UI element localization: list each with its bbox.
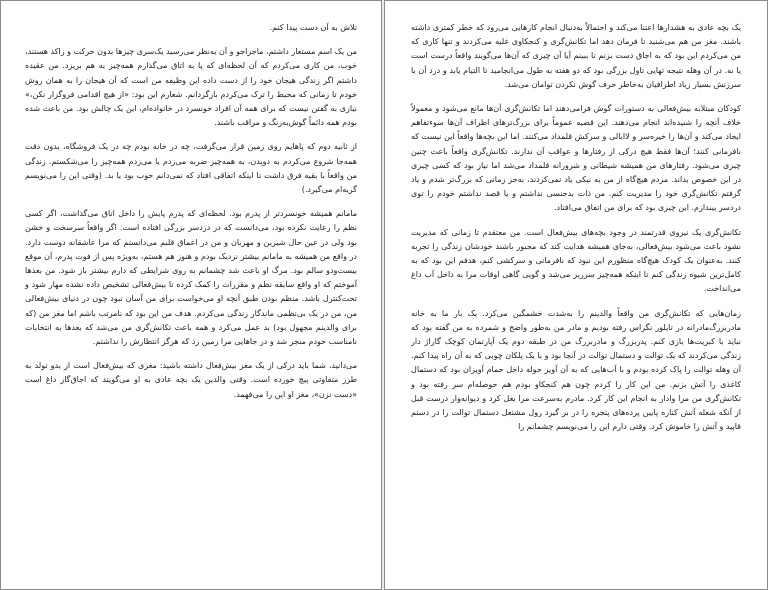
paragraph: از ثانیه دوم که پاهایم روی زمین قرار می‌گرفت، چه در خانه بودم چه در یک فروشگاه، بدون دقت همه‌جا شروع می‌کردم به دویدن، به همه‌چیز ضربه می‌زدم یا می‌زدم همه‌چیز را می‌شکستم. زندگی من واقعاً با بقیه فرق داشت تا اینکه اتفاقی افتاد که نمی‌دانم خوب بود یا بد. (وقتی این را می‌نویسم گریه‌ام می‌گیرد.) bbox=[25, 142, 357, 195]
paragraph: می‌دانید، شما باید درکی از یک مغز بیش‌فعال داشته باشید: مغزی که بیش‌فعال است از بدو تولد به طرز متفاوتی پیچ خورده است. وقتی والدین یک بچه عادی به او می‌گویند که اجاق‌گاز داغ است «دست نزن»، مغز او این را می‌فهمد. bbox=[25, 361, 357, 399]
paragraph: زمان‌هایی که تکانش‌گری من واقعاً والدینم را به‌شدت خشمگین می‌کرد. یک بار ما به خانه مادربزرگ‌مادرانه در تایلور نگزاس رفته بودیم و مادر من به‌طور واضح و شمرده به من گفته بود که نباید با کبریت‌ها بازی کنم. پدربزرگ و مادربزرگ من در طبقه دوم یک آپارتمان کوچک گاراژ دار زندگی می‌کردند که یک توالت و دستمال توالت در آنجا بود و با یک پلکان چوبی که به آن راه پیدا کنم. آن وهله توالت را پاک کرده بودم و با آب‌هایی که به آن آویز حوله داخل حمام آویزان بود که دستمال کاغذی را آتش بزنم. من این کار را کردم چون هم کنجکاو بودم هم حوصله‌ام سر رفته بود و تکانش‌گری من مرا وادار به انجام این کار کرد. مادرم به‌سرعت مرا بغل کرد و دیوانه‌وار درست قبل از آنکه شعله آتش کناره پایین پرده‌های پنجره را در بر گیرد رول مشتعل دستمال توالت را در دستم قاپید و آتش را خاموش کرد. وقتی دارم این را می‌نویسم چشمانم را bbox=[411, 308, 741, 432]
paragraph: کودکان مبتلابه بیش‌فعالی به دستورات گوش فرامی‌دهند اما تکانش‌گری آن‌ها مانع می‌شود و معمولاً خلاف آنچه را شنیده‌اند انجام می‌دهند. این قضیه عموماً برای بزرگ‌ترهای اطراف آن‌ها سوءتفاهم ایجاد می‌کند و آن‌ها را خیره‌سر و لاابالی و سرکش قلمداد می‌کنند. اما این بچه‌ها واقعاً این نیست که نافرمانی کنند؛ آن‌ها فقط هیچ درکی از رفتارها و عواقب آن ندارند. تکانش‌گری واقعاً باعث چنین چیزی می‌شود. رفتارهای من همیشه شیطانی و شرورانه قلمداد می‌شد اما نیاز بود که کسی چیزی در این خصوص بداند. مردم هیچ‌گاه از من به نیکی یاد نمی‌کردند، به‌جز زمانی که بزرگ‌تر شدم و یاد گرفتم تکانش‌گری خود را مدیریت کنم. من ذات بدجنسی نداشتم و یا قصد نداشتم خودم را توی دردسر بیندازم. این چیزی بود که برای من اتفاق می‌افتاد. bbox=[411, 104, 741, 213]
right-page bbox=[384, 0, 768, 590]
paragraph: تکانش‌گری یک نیروی قدرتمند در وجود بچه‌های بیش‌فعال است. من معتقدم تا زمانی که مدیریت نشود باعث می‌شود بیش‌فعالی، به‌جای همیشه هدایت کند که مجبور باشند خودشان زندگی را تجربه کنند. به‌عنوان یک کودک هیچ‌گاه منظورم این نبود که نافرمانی و سرکشی کنم، هدفم این بود که به کامل‌ترین شیوه زندگی کنم تا اینکه همه‌چیز سرریز می‌شد و گویی گاهی اوقات مرا به داخل آب داغ می‌انداخت. bbox=[411, 227, 741, 294]
paragraph: من یک اسم مستعار داشتم، ماجراجو و آن به‌نظر می‌رسید یک‌سری چیزها بدون حرکت و راکد هستند، خوب، من کاری می‌کردم که آن لحظه‌ای که پا به اتاق می‌گذارم همه‌چیز به هم بریزد. من عقیده داشتم اگر زندگی هیجان خود را از دست داده این وظیفه من است که آن هیجان را به همان روش خودم تا زمانی که محیط را ترک می‌کردم بازگردانم. شعارم این بود: «از هیچ اقدامی فروگزار نکن،» نیازی به گفتن نیست که برای همه آن افراد خونسرد در خانواده‌ام، این یک چالش بود. من باعث شده بودم همه دائماً گوش‌به‌زنگ و مراقب باشند. bbox=[24, 47, 357, 128]
paragraph: تلاش به آن دست پیدا کنم. bbox=[269, 23, 357, 32]
paragraph: مامانم همیشه خونسردتر از پدرم بود. لحظه‌ای که پدرم پایش را داخل اتاق می‌گذاشت، اگر کسی نظم را رعایت نکرده بود، می‌دانست که در دردسر بزرگی افتاده است. اگر واقعاً سرسخت و خشن بود ولی در عین حال شیرین و مهربان و من در اعماق قلبم می‌دانستم که مرا عاشقانه دوست دارد. در واقع من همیشه به مامانم بیشتر نزدیک بودم و هنوز هم هستم، به‌ویژه پس از فوت پدرم، آن موقع بیست‌ودو سالم بود. مرگ او باعث شد چشمانم به روی شرایطی که دارم بیشتر باز شود. من بعدها آموختم که او واقع سابقه نظم و مقررات را کمک کرده تا بیش‌فعالی تشخیص داده نشده مهار شود و تحت‌کنترل باشد. منظم بودن طبق آنچه او می‌خواست برای من آسان نبود چون در دنیای بیش‌فعالی من، من در یک بی‌نظمی ماندگار زندگی می‌کردم. هدف من این بود که نامرتب باشم اما مغز من (که برای والدینم مجهول بود) بد عمل می‌کرد و همه باعث تکانش‌گری من می‌شد که بعدها به انتخابات نامناسب خودم منجر شد و در جاهایی مرا زمین زد که هرگز انتظارش را نداشتم. bbox=[25, 209, 357, 347]
left-page bbox=[0, 0, 382, 590]
paragraph: یک بچه عادی به هشدارها اعتنا می‌کند و احتمالاً به‌دنبال انجام کارهایی می‌رود که خطر کمتری داشته باشند. مغز من هم می‌شنید تا فرمان دهد اما تکانش‌گری و کنجکاوی غلبه می‌کردند و تنها کاری که من می‌کردم این بود که به اجاق دست بزنم تا ببینم آیا آن چیزی که آن‌ها می‌گویند واقعاً درست است یا نه. در آن وهله نتیجه تهایی تاول بزرگی بود که دو هفته به طول می‌انجامید تا التیام یابد و درد آن با سرزنش بسیار زیاد اطرافیان به‌خاطر حرف گوش نکردن توامان می‌شد. bbox=[411, 23, 741, 89]
